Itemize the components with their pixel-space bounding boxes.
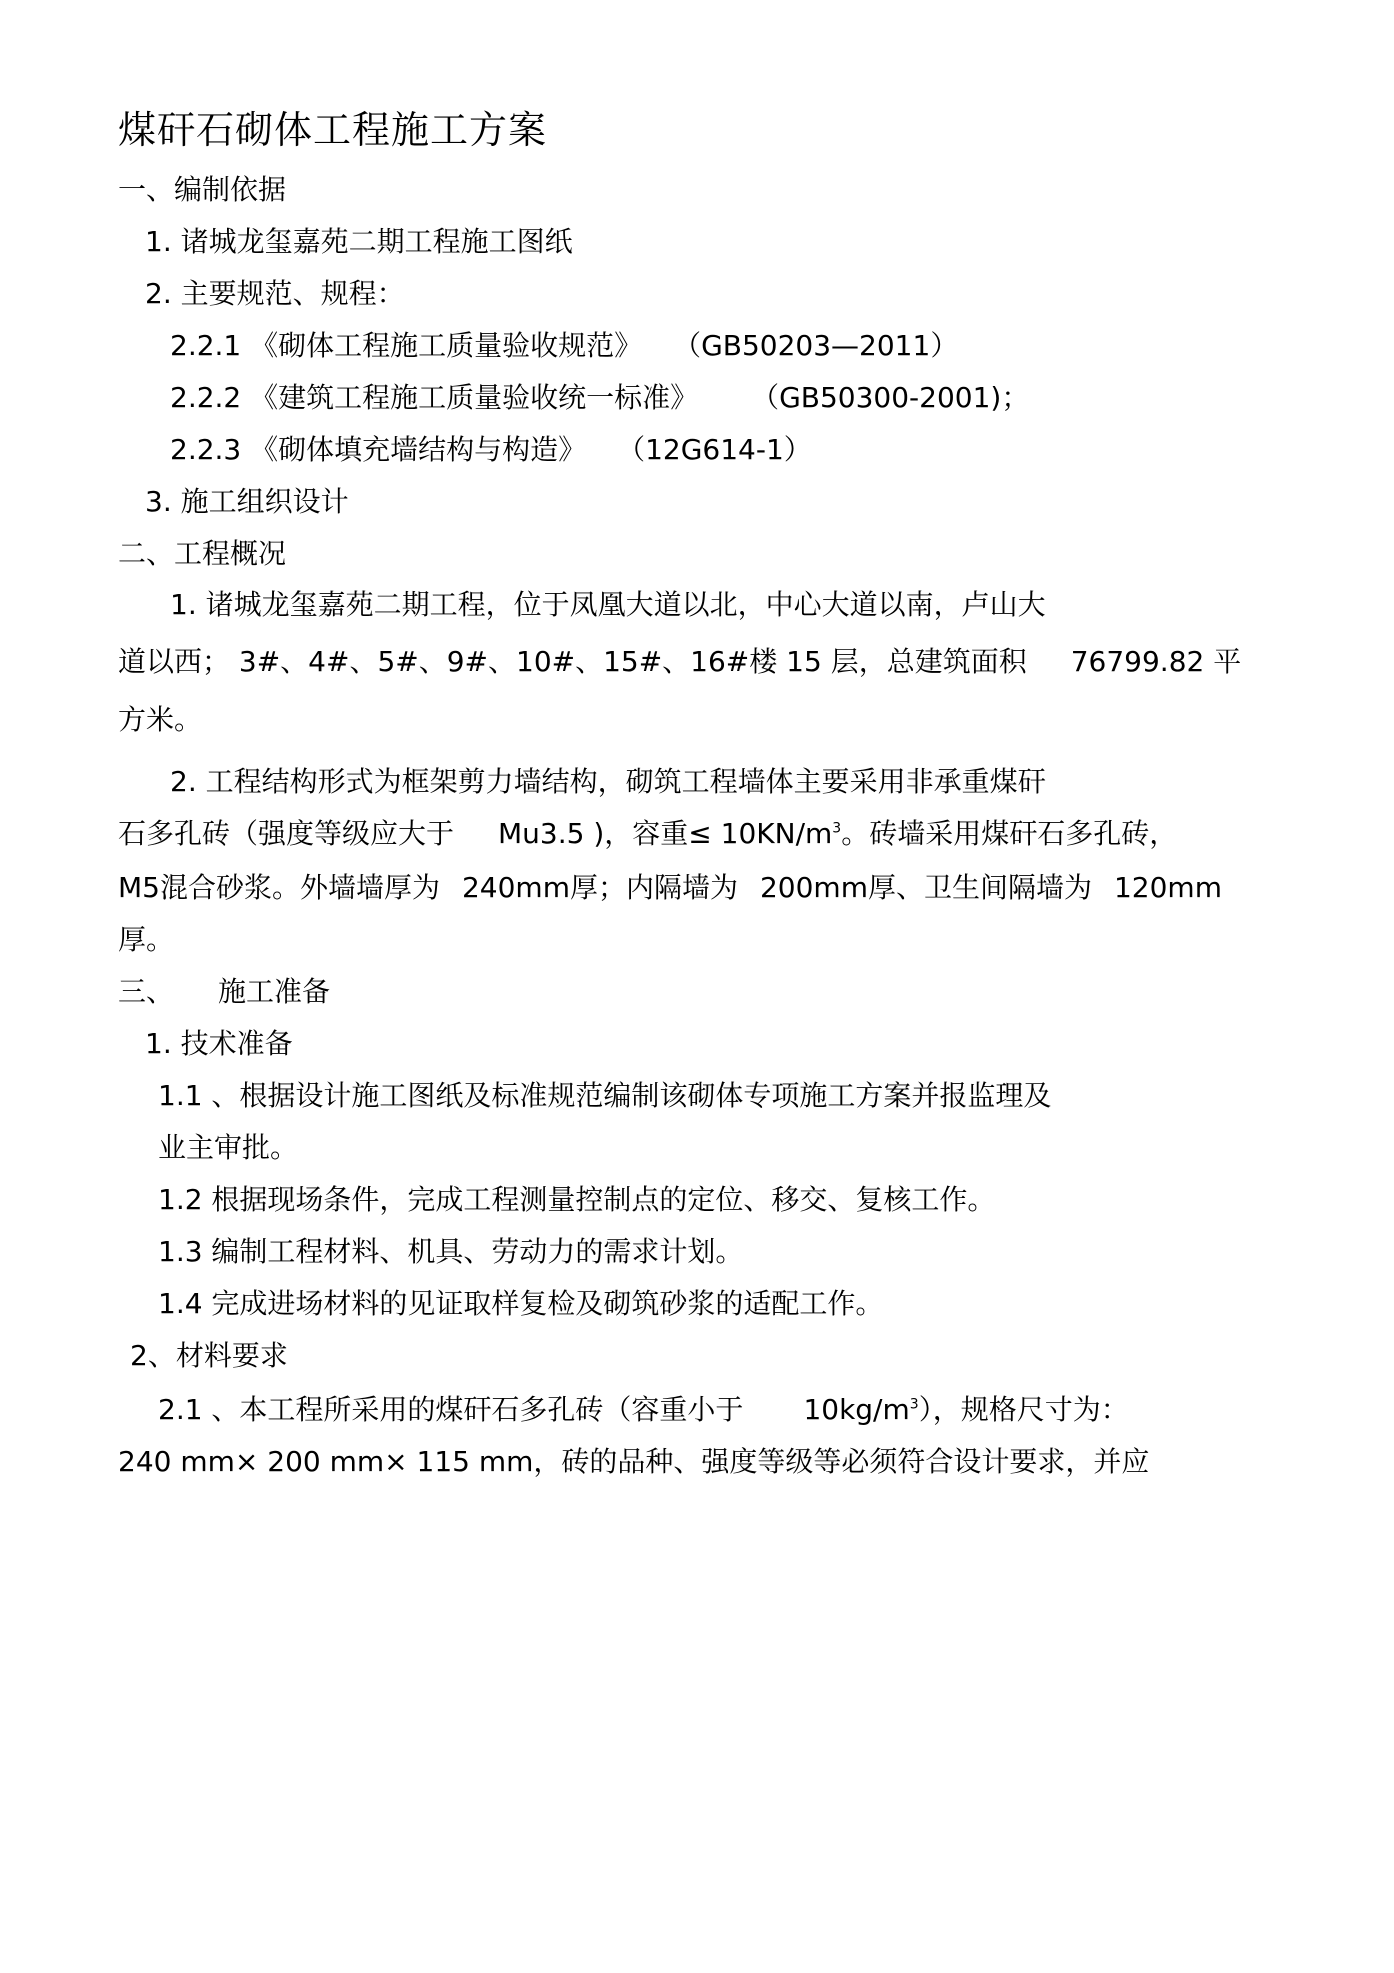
heading-text: 施工准备 [218,975,331,1008]
subsection-heading: 1. 技术准备 [145,1027,293,1060]
superscript: 3 [832,820,842,837]
paragraph-text: 240mm厚；内隔墙为 [461,871,738,904]
section-heading: 二、工程概况 [118,537,287,570]
standard-number: 2.2.1 [170,329,242,362]
paragraph-line: 2. 工程结构形式为框架剪力墙结构，砌筑工程墙体主要采用非承重煤矸 [170,765,1046,798]
paragraph-text: 2.1 、本工程所采用的煤矸石多孔砖（容重小于 [158,1393,744,1426]
paragraph-line: 240 mm× 200 mm× 115 mm，砖的品种、强度等级等必须符合设计要求，并应 [118,1445,1150,1478]
subsection-heading: 2、材料要求 [130,1339,288,1372]
superscript: 3 [909,1396,919,1413]
standard-name: 《砌体工程施工质量验收规范》 [250,329,643,362]
standard-number: 2.2.2 [170,381,242,414]
standard-item [170,430,812,470]
section-heading: 一、编制依据 [118,173,287,206]
paragraph-line [118,642,1241,682]
list-item: 1.4 完成进场材料的见证取样复检及砌筑砂浆的适配工作。 [158,1287,884,1320]
paragraph-line: 1.1 、根据设计施工图纸及标准规范编制该砌体专项施工方案并报监理及 [158,1079,1052,1112]
paragraph-text: Mu3.5 )，容重≤ 10KN/m [498,817,833,850]
standard-name: 《建筑工程施工质量验收统一标准》 [250,381,699,414]
paragraph-line: 1. 诸城龙玺嘉苑二期工程，位于凤凰大道以北，中心大道以南，卢山大 [170,588,1046,621]
paragraph-text: 。砖墙采用煤矸石多孔砖， [841,817,1178,850]
paragraph-line: 业主审批。 [158,1131,299,1164]
paragraph-text: M5混合砂浆。外墙墙厚为 [118,871,440,904]
standard-code: （GB50300-2001)； [751,381,1030,414]
list-item: 1.3 编制工程材料、机具、劳动力的需求计划。 [158,1235,744,1268]
heading-number: 三、 [118,975,175,1008]
paragraph-line [118,868,1222,908]
list-item: 1.2 根据现场条件，完成工程测量控制点的定位、移交、复核工作。 [158,1183,996,1216]
list-item: 3. 施工组织设计 [145,485,349,518]
paragraph-line [118,814,1177,854]
paragraph-text: ），规格尺寸为： [918,1393,1129,1426]
section-heading [118,972,330,1012]
list-item: 1. 诸城龙玺嘉苑二期工程施工图纸 [145,225,573,258]
paragraph-text: 石多孔砖（强度等级应大于 [118,817,455,850]
standard-number: 2.2.3 [170,433,242,466]
paragraph-text: 76799.82 平 [1070,645,1242,678]
standard-item [170,326,958,366]
paragraph-line: 方米。 [118,703,203,736]
paragraph-text: 120mm [1113,871,1222,904]
standard-code: （12G614-1） [617,433,812,466]
standard-name: 《砌体填充墙结构与构造》 [250,433,587,466]
paragraph-line [158,1390,1129,1430]
paragraph-text: 10kg/m [803,1393,910,1426]
paragraph-text: 道以西； 3#、4#、5#、9#、10#、15#、16#楼 15 层，总建筑面积 [118,645,1027,678]
list-item: 2. 主要规范、规程： [145,277,405,310]
standard-item [170,378,1029,418]
paragraph-text: 200mm厚、卫生间隔墙为 [759,871,1092,904]
standard-code: （GB50203—2011） [673,329,959,362]
document-title: 煤矸石砌体工程施工方案 [118,108,548,152]
paragraph-line: 厚。 [118,923,175,956]
